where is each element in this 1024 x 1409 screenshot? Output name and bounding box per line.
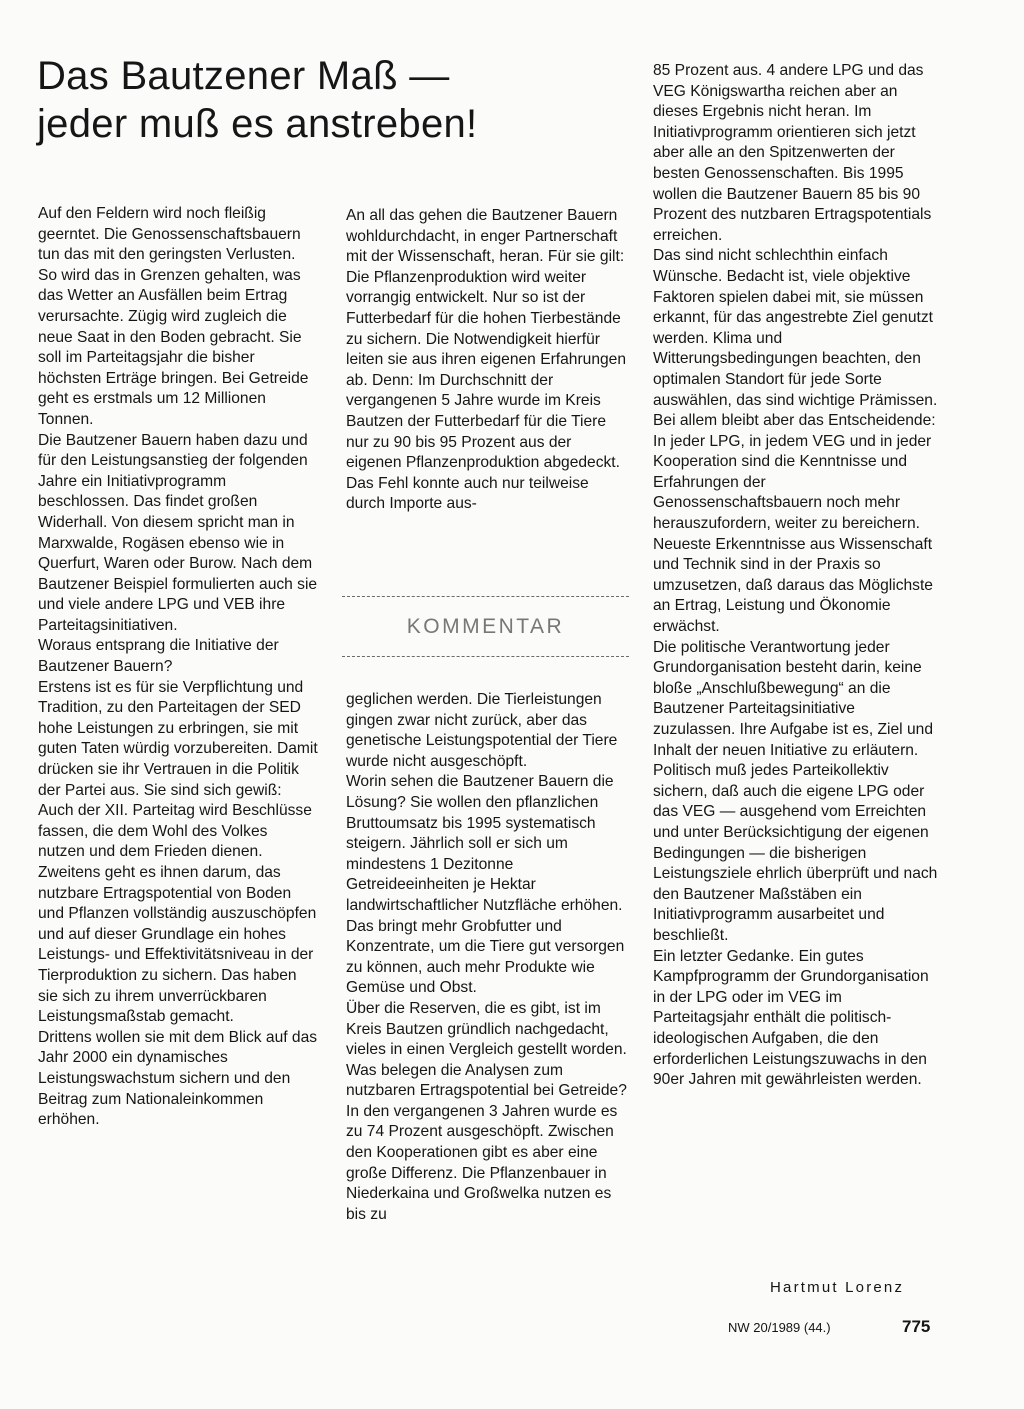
article-headline	[37, 52, 597, 148]
paragraph: Die politische Verantwortung jeder Grundorganisation besteht darin, keine bloße „Anschlußbewegung“ an die Bautzener Parteitagsinitiative zuzulassen. Ihre Aufgabe ist es, Ziel und Inhalt der neuen Initiative zu erläutern. Politisch muß jedes Parteikollektiv sichern, daß auch die eigene LPG oder das VEG — ausgehend vom Erreichten und unter Berücksichtigung der eigenen Bedingungen — die bisherigen Leistungsziele ehrlich überprüft und nach den Bautzener Maßstäben ein Initiativprogramm ausarbeitet und beschließt.	[653, 638, 938, 944]
paragraph: 85 Prozent aus. 4 andere LPG und das VEG Königswartha reichen aber an dieses Ergebnis nicht heran. Im Initiativprogramm orientieren sich jetzt aber alle an den Spitzenwerten der besten Genossenschaften. Bis 1995 wollen die Bautzener Bauern 85 bis 90 Prozent des nutzbaren Ertragspotentials erreichen.	[653, 62, 932, 244]
paragraph: Das sind nicht schlechthin einfach Wünsche. Bedacht ist, viele objektive Faktoren spielen dabei mit, sie müssen erkannt, für das angestrebte Ziel genutzt werden. Klima und Witterungsbedingungen beachten, den optimalen Standort für jede Sorte auswählen, das sind wichtige Prämissen. Bei allem bleibt aber das Entscheidende: In jeder LPG, in jedem VEG und in jeder Kooperation sind die Kenntnisse und Erfahrungen der Genossenschaftsbauern noch mehr herauszufordern, weiter zu bereichern. Neueste Erkenntnisse aus Wissenschaft und Technik sind in der Praxis so umzusetzen, daß daraus das Möglichste an Ertrag, Leistung und Ökonomie erwächst.	[653, 247, 938, 636]
paragraph: Die Bautzener Bauern haben dazu und für den Leistungsanstieg der folgenden Jahre ein Initiativprogramm beschlossen. Das findet großen Widerhall. Von diesem spricht man in Marxwalde, Rogäsen ebenso wie in Querfurt, Waren oder Burow. Nach dem Bautzener Beispiel formulierten auch sie und viele andere LPG und VEB ihre Parteitagsinitiativen.	[38, 431, 318, 634]
paragraph: Ein letzter Gedanke. Ein gutes Kampfprogramm der Grundorganisation in der LPG oder im VEG im Parteitagsjahr enthält die politisch-ideologischen Aufgaben, die den erforderlichen Leistungszuwachs in den 90er Jahren mit gewährleisten werden.	[653, 947, 929, 1089]
headline-line-1: Das Bautzener Maß —	[37, 54, 450, 98]
column-1	[38, 204, 318, 1131]
paragraph: Drittens wollen sie mit dem Blick auf das Jahr 2000 ein dynamisches Leistungswachstum sichern und den Beitrag zum Nationaleinkommen erhöhen.	[38, 1028, 318, 1129]
paragraph: Worin sehen die Bautzener Bauern die Lösung? Sie wollen den pflanzlichen Bruttoumsatz bis 1995 systematisch steigern. Jährlich soll er sich um mindestens 1 Dezitonne Getreideeinheiten je Hektar landwirtschaftlicher Nutzfläche erhöhen. Das bringt mehr Grobfutter und Konzentrate, um die Tiere gut versorgen zu können, auch mehr Produkte wie Gemüse und Obst.	[346, 773, 625, 997]
divider-bottom	[342, 656, 629, 657]
paragraph: Woraus entsprang die Initiative der Bautzener Bauern?	[38, 637, 279, 676]
headline-line-2: jeder muß es anstreben!	[37, 102, 478, 146]
column-2-top	[346, 206, 628, 515]
paragraph: An all das gehen die Bautzener Bauern wohldurchdacht, in enger Partnerschaft mit der Wissenschaft, heran. Für sie gilt: Die Pflanzenproduktion wird weiter vorrangig entwickelt. Nur so ist der Futterbedarf für die hohen Tierbestände zu sichern. Die Notwendigkeit hierfür leiten sie aus ihren eigenen Erfahrungen ab. Denn: Im Durchschnitt der vergangenen 5 Jahre wurde im Kreis Bautzen der Futterbedarf für die Tiere nur zu 90 bis 95 Prozent aus der eigenen Pflanzenproduktion abgedeckt. Das Fehl konnte auch nur teilweise durch Importe aus-	[346, 207, 627, 513]
issue-reference: NW 20/1989 (44.)	[728, 1320, 831, 1335]
column-2-bottom	[346, 690, 628, 1225]
page-number: 775	[902, 1317, 931, 1336]
divider-top	[342, 596, 629, 597]
paragraph: Erstens ist es für sie Verpflichtung und Tradition, zu den Parteitagen der SED hohe Leistungen zu erbringen, sie mit guten Taten würdig vorzubereiten. Damit drücken sie ihr Vertrauen in die Politik der Partei aus. Sie sind sich gewiß: Auch der XII. Parteitag wird Beschlüsse fassen, die dem Wohl des Volkes nutzen und dem Frieden dienen.	[38, 678, 318, 861]
paragraph: Auf den Feldern wird noch fleißig geerntet. Die Genossenschaftsbauern tun das mit den geringsten Verlusten. So wird das in Grenzen gehalten, was das Wetter an Ausfällen beim Ertrag verursachte. Zügig wird zugleich die neue Saat in den Boden gebracht. Sie soll im Parteitagsjahr die bisher höchsten Erträge bringen. Bei Getreide geht es erstmals um 12 Millionen Tonnen.	[38, 205, 309, 428]
kommentar-label: KOMMENTAR	[406, 615, 565, 638]
kommentar-box	[342, 596, 629, 658]
paragraph: Über die Reserven, die es gibt, ist im Kreis Bautzen gründlich nachgedacht, vieles in einen Vergleich gestellt worden. Was belegen die Analysen zum nutzbaren Ertragspotential bei Getreide? In den vergangenen 3 Jahren wurde es zu 74 Prozent ausgeschöpft. Zwischen den Kooperationen gibt es aber eine große Differenz. Die Pflanzenbauer in Niederkaina und Großwelka nutzen es bis zu	[346, 999, 627, 1223]
column-3	[653, 61, 939, 1091]
paragraph: Zweitens geht es ihnen darum, das nutzbare Ertragspotential von Boden und Pflanzen vollständig auszuschöpfen und auf dieser Grundlage ein hohes Leistungs- und Effektivitätsniveau in der Tierproduktion zu sichern. Das haben sie sich zu ihrem unverrückbaren Leistungsmaßstab gemacht.	[38, 864, 317, 1026]
paragraph: geglichen werden. Die Tierleistungen gingen zwar nicht zurück, aber das genetische Leistungspotential der Tiere wurde nicht ausgeschöpft.	[346, 691, 618, 770]
author-name: Hartmut Lorenz	[770, 1279, 905, 1296]
